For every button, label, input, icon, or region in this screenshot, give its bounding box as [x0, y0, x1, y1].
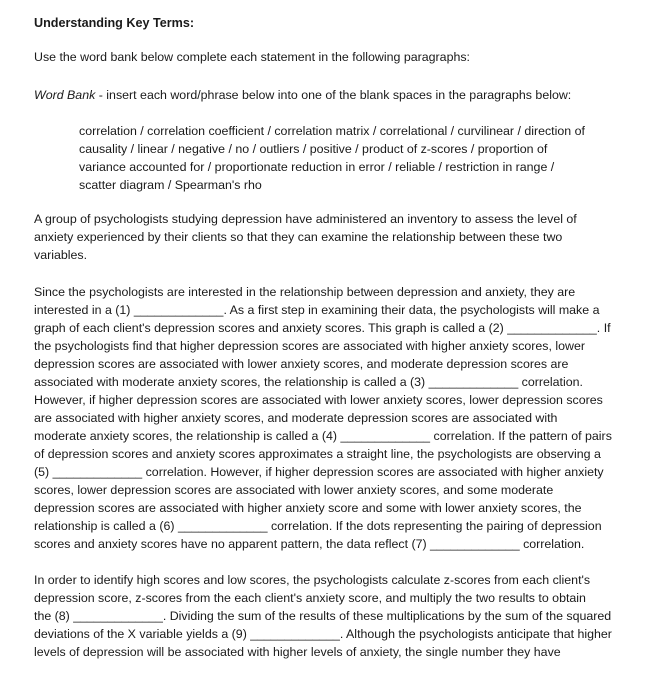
paragraph-line: relationship is called a (6) _____________ correlation. If the dots representing the pairing of depression: [34, 519, 602, 533]
paragraph-line: (5) _____________ correlation. However, if higher depression scores are associated with higher anxiety: [34, 465, 604, 479]
paragraph-line: associated with moderate anxiety scores, the relationship is called a (3) _____________ correlation.: [34, 375, 583, 389]
paragraph-line: the (8) _____________. Dividing the sum of the results of these multiplications by the sum of the squared: [34, 609, 612, 623]
paragraph-line: depression scores are associated with lower anxiety scores, and moderate depression scores are: [34, 357, 569, 371]
paragraph-line: scores and anxiety scores have no apparent pattern, the data reflect (7) _____________ correlation.: [34, 537, 585, 551]
paragraph-line: are associated with higher anxiety scores, and moderate depression scores are associated with: [34, 411, 558, 425]
paragraph-line: of depression scores and anxiety scores approximates a straight line, the psychologists are observing a: [34, 447, 601, 461]
paragraph-line: levels of depression will be associated with higher levels of anxiety, the single number they have: [34, 645, 561, 659]
paragraph-line: A group of psychologists studying depression have administered an inventory to assess the level of: [34, 212, 577, 226]
word-bank-list: [79, 122, 619, 194]
paragraph-z-scores: [34, 571, 620, 661]
paragraph-line: scores, lower depression scores are associated with lower anxiety scores, and some moderate: [34, 483, 554, 497]
page-title: Understanding Key Terms:: [34, 16, 195, 30]
paragraph-line: anxiety experienced by their clients so that they can examine the relationship between these two: [34, 230, 563, 244]
paragraph-line: depression scores are associated with higher anxiety score and some with lower anxiety scores, the: [34, 501, 582, 515]
paragraph-line: interested in a (1) _____________. As a first step in examining their data, the psychologists will make a: [34, 303, 600, 317]
paragraph-line: the psychologists find that higher depression scores are associated with higher anxiety scores, lower: [34, 339, 585, 353]
paragraph-line: depression score, z-scores from the each client's anxiety score, and multiply the two results to obtain: [34, 591, 586, 605]
word-bank-line: causality / linear / negative / no / outliers / positive / product of z-scores / proportion of: [79, 142, 548, 156]
paragraph-intro: [34, 210, 620, 264]
paragraph-line: In order to identify high scores and low scores, the psychologists calculate z-scores from each client's: [34, 573, 591, 587]
word-bank-label: Word Bank: [34, 88, 96, 102]
paragraph-line: variables.: [34, 248, 88, 262]
paragraph-line: Since the psychologists are interested in the relationship between depression and anxiety, they are: [34, 285, 576, 299]
instruction-text: Use the word bank below complete each statement in the following paragraphs:: [34, 50, 470, 64]
paragraph-line: graph of each client's depression scores and anxiety scores. This graph is called a (2) _____________. If: [34, 321, 611, 335]
word-bank-intro: [34, 86, 571, 104]
word-bank-instruction: - insert each word/phrase below into one of the blank spaces in the paragraphs below:: [95, 88, 572, 102]
word-bank-line: scatter diagram / Spearman's rho: [79, 178, 262, 192]
paragraph-line: moderate anxiety scores, the relationship is called a (4) _____________ correlation. If the pattern of pairs: [34, 429, 612, 443]
paragraph-line: However, if higher depression scores are associated with lower anxiety scores, lower depression scores: [34, 393, 603, 407]
word-bank-line: variance accounted for / proportionate reduction in error / reliable / restriction in range /: [79, 160, 555, 174]
paragraph-correlation-types: [34, 283, 620, 553]
paragraph-line: deviations of the X variable yields a (9) _____________. Although the psychologists anticipate that higher: [34, 627, 612, 641]
word-bank-line: correlation / correlation coefficient / correlation matrix / correlational / curvilinear / direction of: [79, 124, 585, 138]
